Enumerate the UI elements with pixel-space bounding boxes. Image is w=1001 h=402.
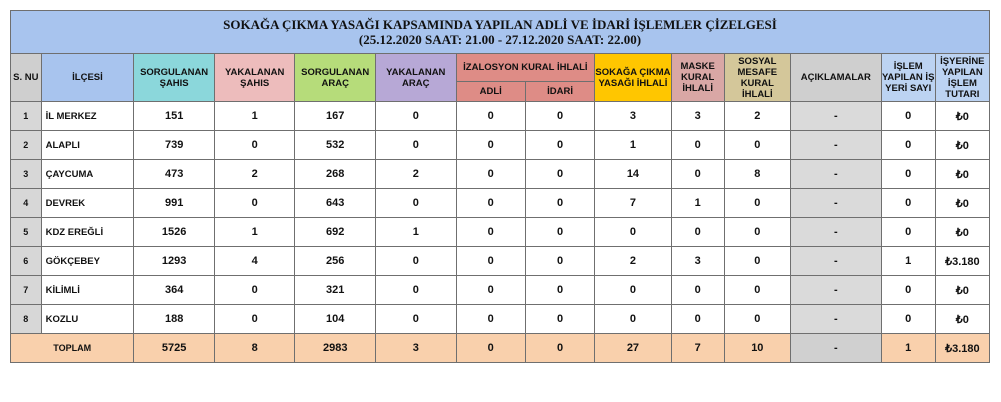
header-aciklamalar: AÇIKLAMALAR [790,54,881,102]
row-sn: 8 [11,305,42,334]
row-maske: 0 [671,131,724,160]
row-yakalanan-sahis: 2 [214,160,295,189]
row-isyeri: 0 [881,305,935,334]
row-tutar: ₺0 [935,131,989,160]
row-sn: 4 [11,189,42,218]
header-yakalanan-arac: YAKALANAN ARAÇ [376,54,457,102]
row-adli: 0 [456,218,525,247]
row-idari: 0 [525,160,594,189]
report-title-line1: SOKAĞA ÇIKMA YASAĞI KAPSAMINDA YAPILAN ADLİ VE İDARİ İŞLEMLER ÇİZELGESİ [223,17,777,32]
row-aciklama: - [790,305,881,334]
row-adli: 0 [456,276,525,305]
row-yakalanan-sahis: 0 [214,131,295,160]
row-sn: 6 [11,247,42,276]
row-yakalanan-sahis: 1 [214,218,295,247]
row-sorgulanan-arac: 256 [295,247,376,276]
total-tutar: ₺3.180 [935,334,989,363]
row-sorgulanan-sahis: 739 [134,131,215,160]
row-sorgulanan-sahis: 188 [134,305,215,334]
row-adli: 0 [456,160,525,189]
row-tutar: ₺0 [935,189,989,218]
row-sorgulanan-sahis: 991 [134,189,215,218]
row-idari: 0 [525,276,594,305]
total-idari: 0 [525,334,594,363]
row-idari: 0 [525,247,594,276]
row-isyeri: 0 [881,189,935,218]
row-aciklama: - [790,276,881,305]
row-ilce: ÇAYCUMA [41,160,134,189]
row-adli: 0 [456,131,525,160]
row-yakalanan-arac: 0 [376,276,457,305]
table-row [11,160,990,189]
row-adli: 0 [456,102,525,131]
row-ilce: KİLİMLİ [41,276,134,305]
row-yakalanan-arac: 2 [376,160,457,189]
row-maske: 0 [671,218,724,247]
row-sosyal: 0 [724,218,790,247]
row-tutar: ₺0 [935,218,989,247]
row-tutar: ₺0 [935,160,989,189]
table-row [11,247,990,276]
row-sorgulanan-sahis: 1293 [134,247,215,276]
row-sn: 3 [11,160,42,189]
row-yakalanan-arac: 1 [376,218,457,247]
header-idari: İDARİ [525,82,594,102]
row-sorgulanan-arac: 532 [295,131,376,160]
row-idari: 0 [525,218,594,247]
table-row [11,131,990,160]
row-isyeri: 0 [881,160,935,189]
row-ilce: DEVREK [41,189,134,218]
total-label: TOPLAM [11,334,134,363]
row-sorgulanan-sahis: 151 [134,102,215,131]
row-sorgulanan-sahis: 364 [134,276,215,305]
row-sokaga: 3 [595,102,671,131]
header-sorgulanan-arac: SORGULANAN ARAÇ [295,54,376,102]
row-yakalanan-arac: 0 [376,102,457,131]
row-sorgulanan-arac: 321 [295,276,376,305]
row-isyeri: 0 [881,131,935,160]
row-tutar: ₺0 [935,102,989,131]
header-sorgulanan-sahis: SORGULANAN ŞAHIS [134,54,215,102]
header-isyerine: İŞYERİNE YAPILAN İŞLEM TUTARI [935,54,989,102]
row-tutar: ₺0 [935,305,989,334]
header-adli: ADLİ [456,82,525,102]
row-maske: 3 [671,247,724,276]
row-sokaga: 0 [595,305,671,334]
table-row [11,102,990,131]
total-row [11,334,990,363]
row-sosyal: 8 [724,160,790,189]
total-sorgulanan-sahis: 5725 [134,334,215,363]
row-idari: 0 [525,189,594,218]
row-tutar: ₺0 [935,276,989,305]
row-sokaga: 2 [595,247,671,276]
header-maske: MASKE KURAL İHLALİ [671,54,724,102]
row-sn: 1 [11,102,42,131]
table-row [11,276,990,305]
row-tutar: ₺3.180 [935,247,989,276]
total-sorgulanan-arac: 2983 [295,334,376,363]
row-yakalanan-sahis: 0 [214,189,295,218]
report-table [10,10,990,363]
row-maske: 0 [671,305,724,334]
row-sorgulanan-arac: 104 [295,305,376,334]
header-sosyal: SOSYAL MESAFE KURAL İHLALİ [724,54,790,102]
row-aciklama: - [790,160,881,189]
report-title [11,11,990,54]
header-ilce: İLÇESİ [41,54,134,102]
total-yakalanan-arac: 3 [376,334,457,363]
row-adli: 0 [456,189,525,218]
row-maske: 3 [671,102,724,131]
report-title-line2: (25.12.2020 SAAT: 21.00 - 27.12.2020 SAAT: 22.00) [358,32,642,47]
row-sorgulanan-arac: 692 [295,218,376,247]
row-ilce: ALAPLI [41,131,134,160]
row-sorgulanan-sahis: 473 [134,160,215,189]
row-isyeri: 0 [881,276,935,305]
row-sokaga: 1 [595,131,671,160]
row-sorgulanan-arac: 643 [295,189,376,218]
header-izalosyon: İZALOSYON KURAL İHLALİ [456,54,595,82]
row-sosyal: 0 [724,247,790,276]
row-sn: 7 [11,276,42,305]
row-sokaga: 14 [595,160,671,189]
row-sn: 2 [11,131,42,160]
row-maske: 1 [671,189,724,218]
header-islem-yeri: İŞLEM YAPILAN İŞ YERİ SAYI [881,54,935,102]
row-idari: 0 [525,131,594,160]
row-sosyal: 0 [724,276,790,305]
total-maske: 7 [671,334,724,363]
total-adli: 0 [456,334,525,363]
row-sosyal: 0 [724,305,790,334]
table-body [11,102,990,334]
row-yakalanan-sahis: 0 [214,276,295,305]
row-idari: 0 [525,305,594,334]
row-sosyal: 0 [724,189,790,218]
row-yakalanan-sahis: 4 [214,247,295,276]
row-isyeri: 0 [881,218,935,247]
row-ilce: GÖKÇEBEY [41,247,134,276]
row-adli: 0 [456,247,525,276]
table-row [11,218,990,247]
total-aciklama: - [790,334,881,363]
header-yakalanan-sahis: YAKALANAN ŞAHIS [214,54,295,102]
total-isyeri: 1 [881,334,935,363]
row-sosyal: 0 [724,131,790,160]
row-maske: 0 [671,276,724,305]
row-yakalanan-sahis: 1 [214,102,295,131]
total-sokaga: 27 [595,334,671,363]
row-maske: 0 [671,160,724,189]
row-yakalanan-sahis: 0 [214,305,295,334]
row-yakalanan-arac: 0 [376,247,457,276]
row-sokaga: 0 [595,218,671,247]
table-row [11,189,990,218]
row-ilce: İL MERKEZ [41,102,134,131]
row-yakalanan-arac: 0 [376,131,457,160]
row-yakalanan-arac: 0 [376,305,457,334]
row-sokaga: 7 [595,189,671,218]
table-row [11,305,990,334]
row-sn: 5 [11,218,42,247]
row-idari: 0 [525,102,594,131]
row-sorgulanan-arac: 268 [295,160,376,189]
row-sosyal: 2 [724,102,790,131]
row-sokaga: 0 [595,276,671,305]
row-aciklama: - [790,218,881,247]
row-aciklama: - [790,189,881,218]
row-isyeri: 0 [881,102,935,131]
row-ilce: KDZ EREĞLİ [41,218,134,247]
total-yakalanan-sahis: 8 [214,334,295,363]
row-aciklama: - [790,247,881,276]
row-ilce: KOZLU [41,305,134,334]
row-aciklama: - [790,131,881,160]
header-sn: S. NU [11,54,42,102]
row-adli: 0 [456,305,525,334]
header-sokaga: SOKAĞA ÇIKMA YASAĞI İHLALİ [595,54,671,102]
row-isyeri: 1 [881,247,935,276]
row-aciklama: - [790,102,881,131]
row-sorgulanan-arac: 167 [295,102,376,131]
row-yakalanan-arac: 0 [376,189,457,218]
row-sorgulanan-sahis: 1526 [134,218,215,247]
total-sosyal: 10 [724,334,790,363]
